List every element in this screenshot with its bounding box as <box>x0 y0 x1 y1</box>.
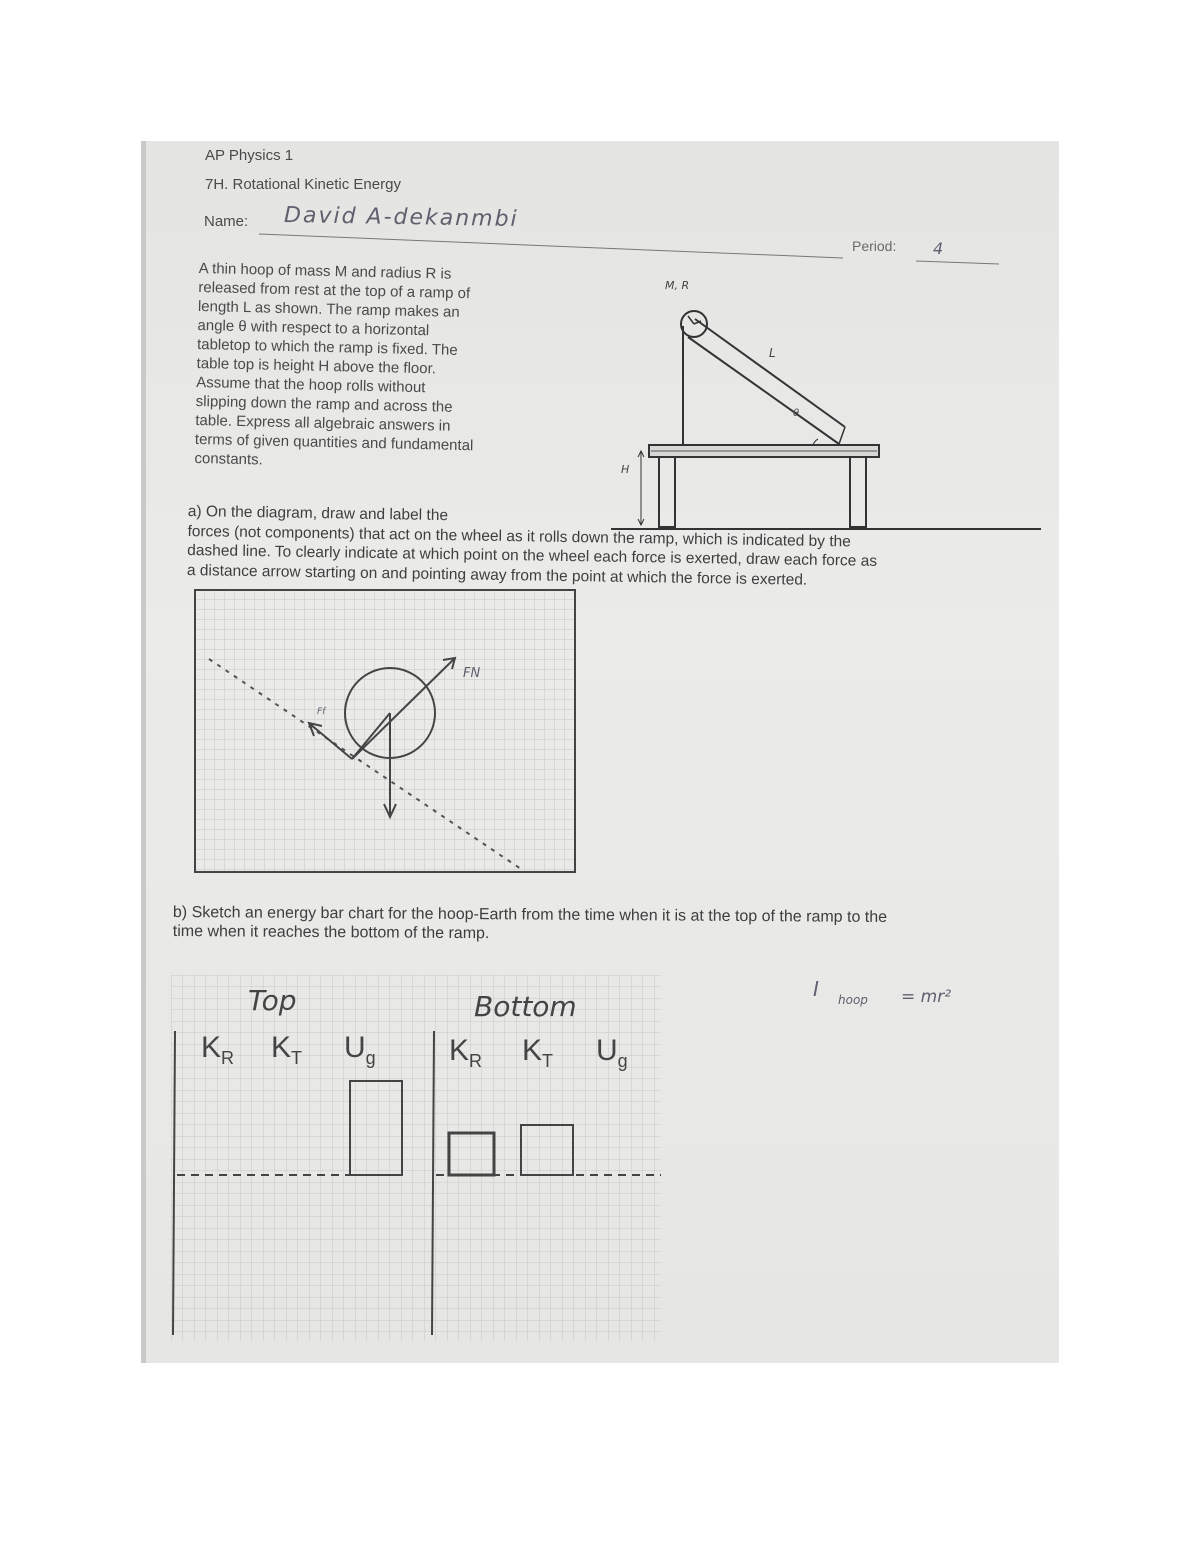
energy-bar-chart <box>171 975 671 1341</box>
question-a-text: a) On the diagram, draw and label the forces (not components) that act on the wheel as it rolls down the ramp, which is indicated by the dashed line. To clearly indicate at which point on the wheel each force is exerted, draw each force as a distance arrow starting on and pointing away from the point at which the force is exerted. <box>186 502 878 589</box>
period-value: 4 <box>933 239 944 258</box>
figure-height-label: H <box>621 463 630 476</box>
problem-text: A thin hoop of mass M and radius R is released from rest at the top of a ramp of length L as shown. The ramp makes an angle θ with respect to a horizontal tabletop to which the ramp is fixed. The table top is height H above the floor. Assume that the hoop rolls without slipping down the ramp and across the table. Express all algebraic answers in terms of given quantities and fundamental constants. <box>194 259 474 469</box>
top-kr-label: $K_R$ <box>201 1031 235 1068</box>
name-label: Name: <box>204 213 249 230</box>
question-b-text: b) Sketch an energy bar chart for the hoop-Earth from the time when it is at the top of the ramp to the time when it reaches the bottom of the ramp. <box>172 904 888 943</box>
unit-title: 7H. Rotational Kinetic Energy <box>205 176 401 193</box>
normal-force-label: FN <box>463 666 481 681</box>
top-label: Top <box>248 984 297 1017</box>
bottom-kt-label: $K_T$ <box>522 1034 554 1071</box>
figure-length-label: L <box>769 346 776 360</box>
friction-force-label: Ff <box>317 707 326 717</box>
force-diagram <box>194 589 578 875</box>
top-ug-label: $U_g$ <box>344 1031 376 1068</box>
ramp-figure <box>611 261 1041 531</box>
bottom-ug-label: $U_g$ <box>596 1034 628 1071</box>
period-label: Period: <box>852 238 897 254</box>
worksheet-page <box>141 141 1059 1363</box>
note-equation: = mr² <box>901 987 952 1007</box>
bottom-kr-label: $K_R$ <box>449 1034 483 1071</box>
name-value: David A-dekanmbi <box>283 202 519 233</box>
course-title: AP Physics 1 <box>205 147 294 164</box>
paper-edge <box>141 141 146 1363</box>
figure-mass-radius-label: M, R <box>665 279 690 292</box>
top-kt-label: $K_T$ <box>271 1031 303 1068</box>
bottom-label: Bottom <box>474 990 577 1023</box>
note-moment-symbol: I <box>813 977 819 1001</box>
figure-angle-label: θ <box>793 408 800 419</box>
note-hoop-subscript: hoop <box>838 993 868 1007</box>
